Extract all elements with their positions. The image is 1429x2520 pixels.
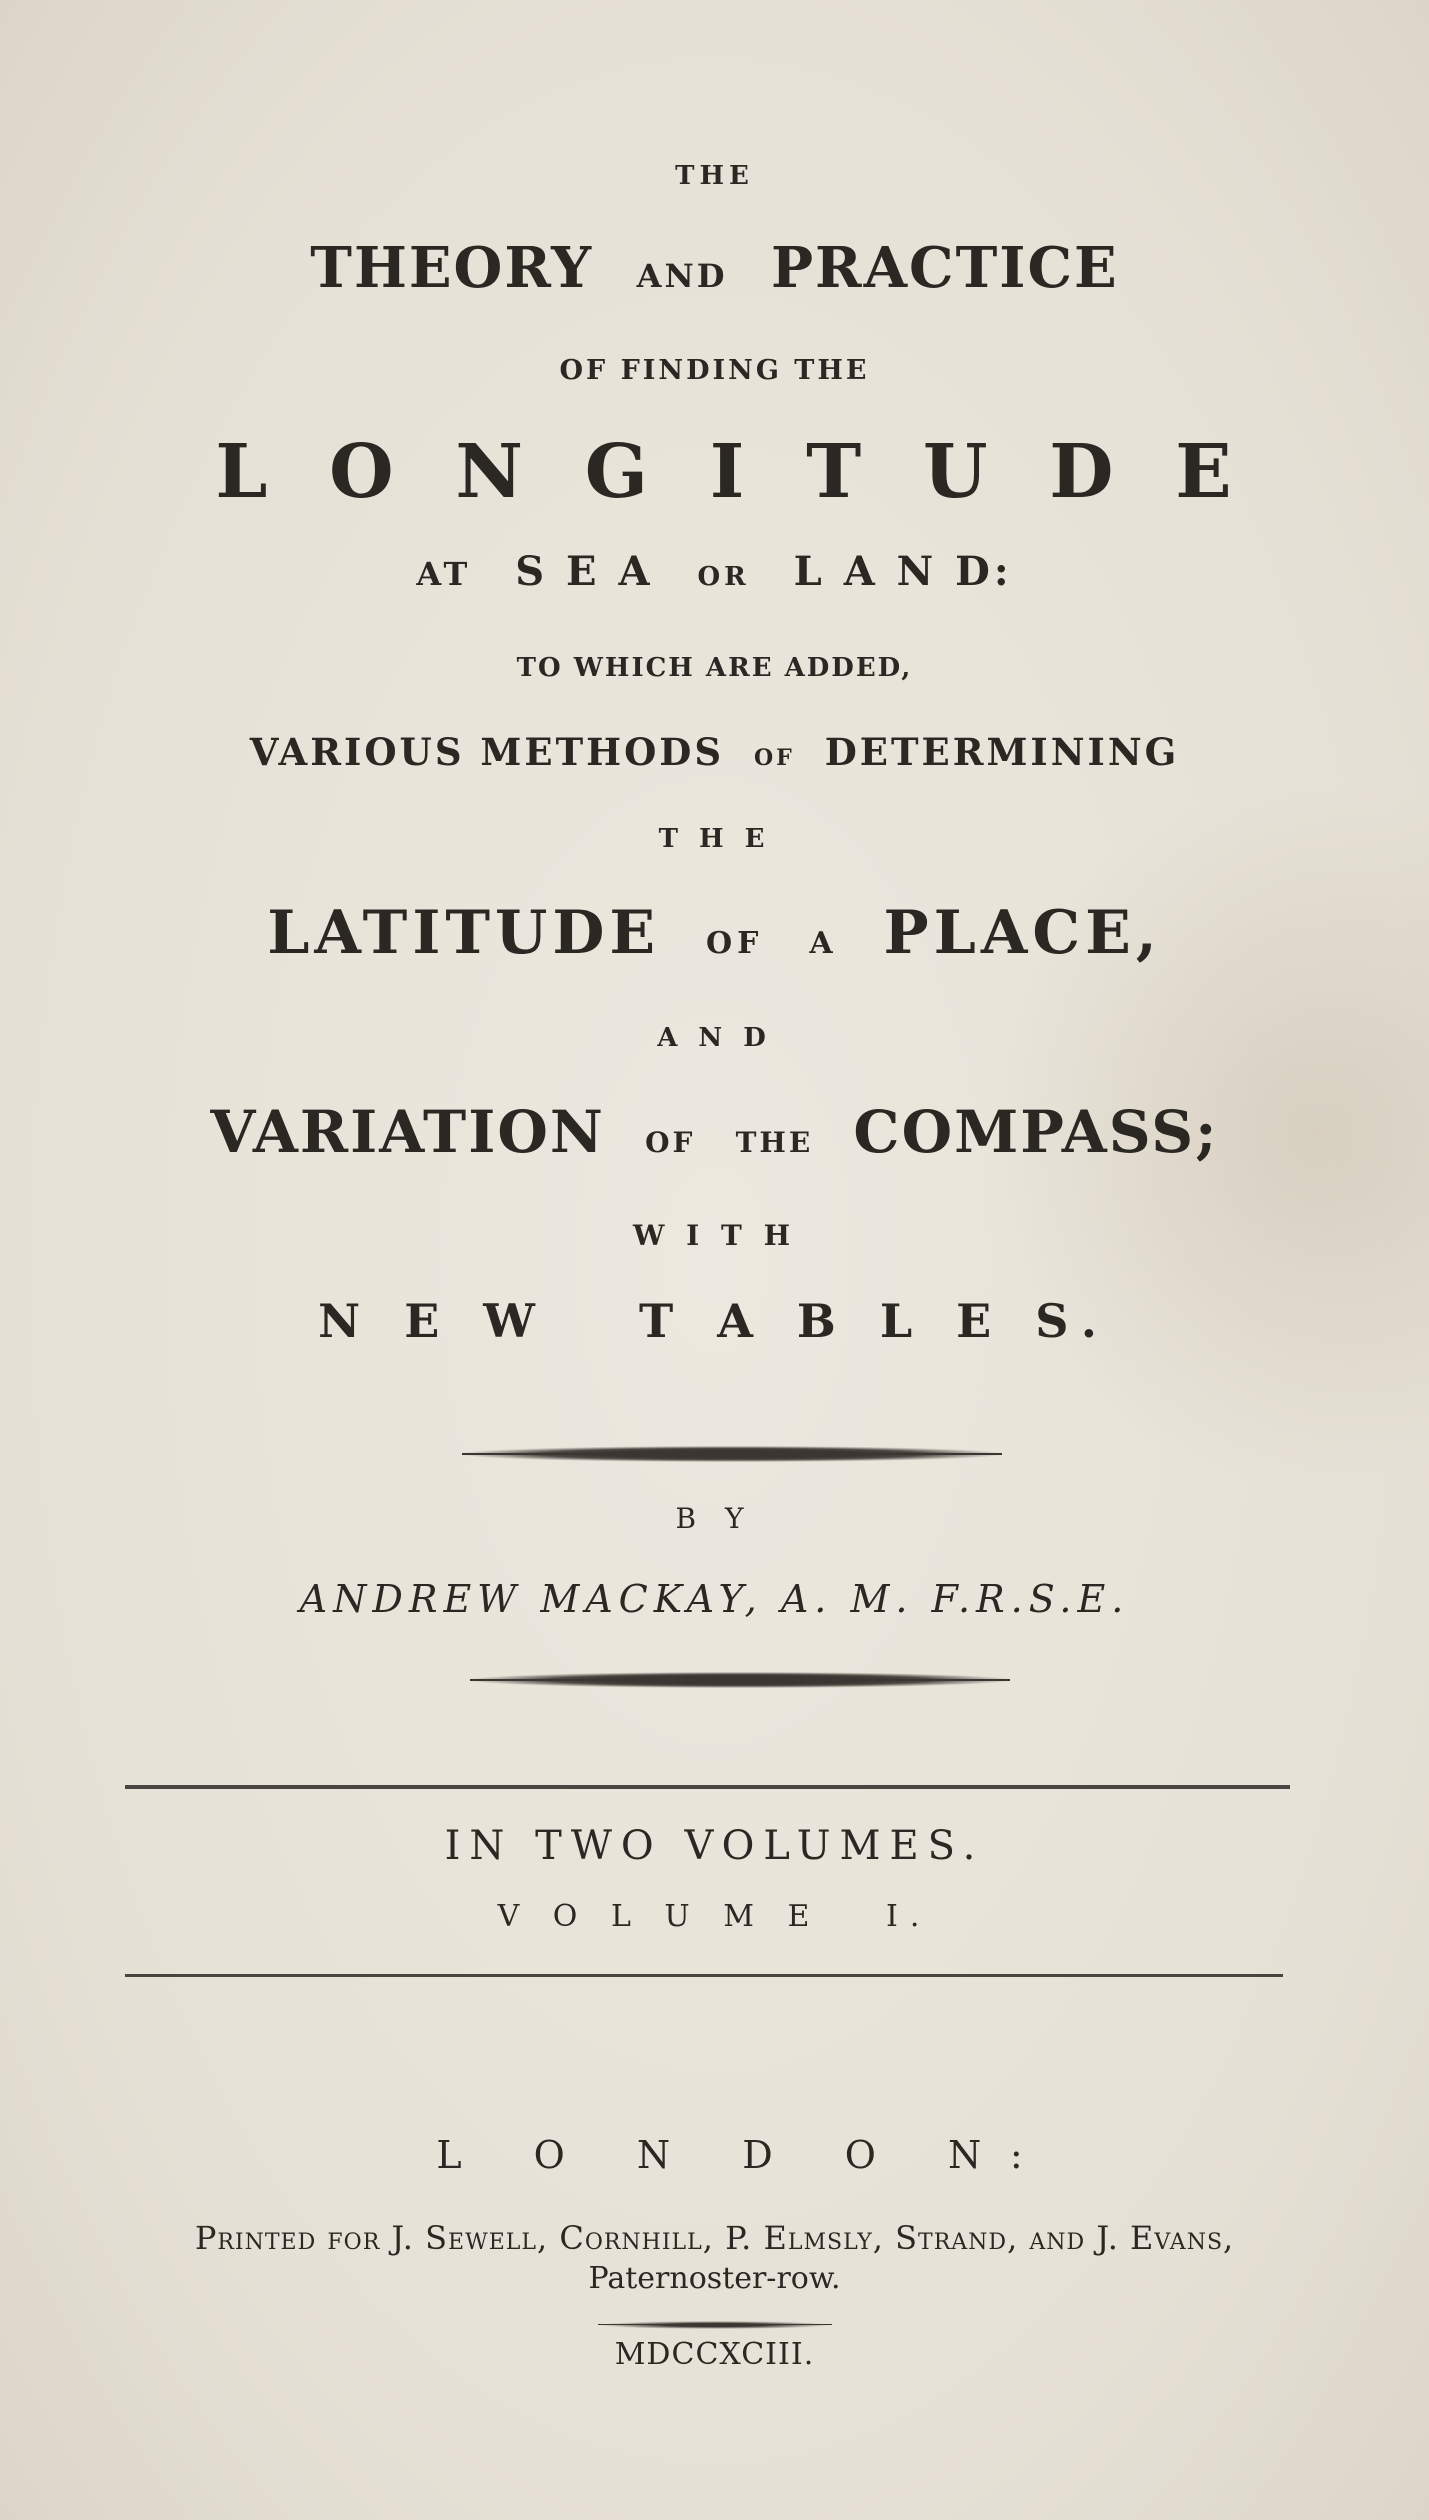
subtitle-of: OF: [754, 745, 795, 771]
author-by: B Y: [675, 1502, 754, 1535]
subtitle-latitude-of-a-place: [0, 898, 1429, 968]
title-of-finding-the: OF FINDING THE: [559, 355, 870, 386]
subtitle-latitude: LATITUDE: [267, 898, 661, 968]
title-and: AND: [636, 257, 728, 295]
subtitle-the: T H E: [658, 824, 771, 854]
author-name: ANDREW MACKAY, A. M. F.R.S.E.: [299, 1577, 1130, 1621]
imprint-city: L O N D O N:: [436, 2133, 1053, 2177]
divider-rule-upper: [125, 1785, 1290, 1789]
title-longitude: L O N G I T U D E: [215, 429, 1250, 515]
subtitle-various-methods: [0, 730, 1429, 774]
subtitle-variation-of-the-compass: [0, 1098, 1429, 1166]
ornamental-rule-imprint: [598, 2321, 832, 2329]
subtitle-to-which-are-added: TO WHICH ARE ADDED,: [516, 653, 913, 683]
title-at-sea-or-land: [0, 548, 1429, 595]
subtitle-and: A N D: [657, 1023, 772, 1053]
title-at: AT: [416, 555, 472, 593]
title-sea: S E A: [515, 548, 654, 595]
subtitle-variation-of: OF: [645, 1126, 696, 1159]
title-the: THE: [675, 161, 754, 191]
ornamental-rule-top: [462, 1446, 1002, 1462]
ornamental-rule-bottom: [470, 1672, 1010, 1688]
subtitle-variation-the: THE: [735, 1126, 814, 1159]
imprint-year: MDCCXCIII.: [614, 2337, 815, 2372]
subtitle-latitude-a: A: [809, 926, 838, 961]
volumes-volume: V O L U M E I.: [497, 1899, 932, 1934]
title-theory: THEORY: [310, 235, 594, 301]
title-practice: PRACTICE: [770, 235, 1119, 301]
imprint-printer-line: Printed for J. Sewell, Cornhill, P. Elmsly, Strand, and J. Evans,: [194, 2219, 1235, 2257]
subtitle-with: W I T H: [632, 1219, 797, 1252]
subtitle-variation: VARIATION: [210, 1098, 605, 1166]
title-or: OR: [697, 562, 750, 592]
divider-rule-lower: [125, 1974, 1283, 1977]
volumes-count: IN TWO VOLUMES.: [444, 1823, 985, 1869]
subtitle-determining: DETERMINING: [824, 730, 1180, 774]
title-theory-and-practice: [0, 235, 1429, 301]
title-land: L A N D:: [793, 548, 1013, 595]
subtitle-new-tables: N E W T A B L E S.: [318, 1294, 1111, 1348]
subtitle-various-methods-text: VARIOUS METHODS: [249, 730, 725, 774]
subtitle-place: PLACE,: [883, 898, 1162, 968]
subtitle-latitude-of: OF: [706, 926, 764, 961]
subtitle-compass: COMPASS;: [853, 1098, 1219, 1166]
imprint-printer-line-2: Paternoster-row.: [588, 2261, 841, 2296]
